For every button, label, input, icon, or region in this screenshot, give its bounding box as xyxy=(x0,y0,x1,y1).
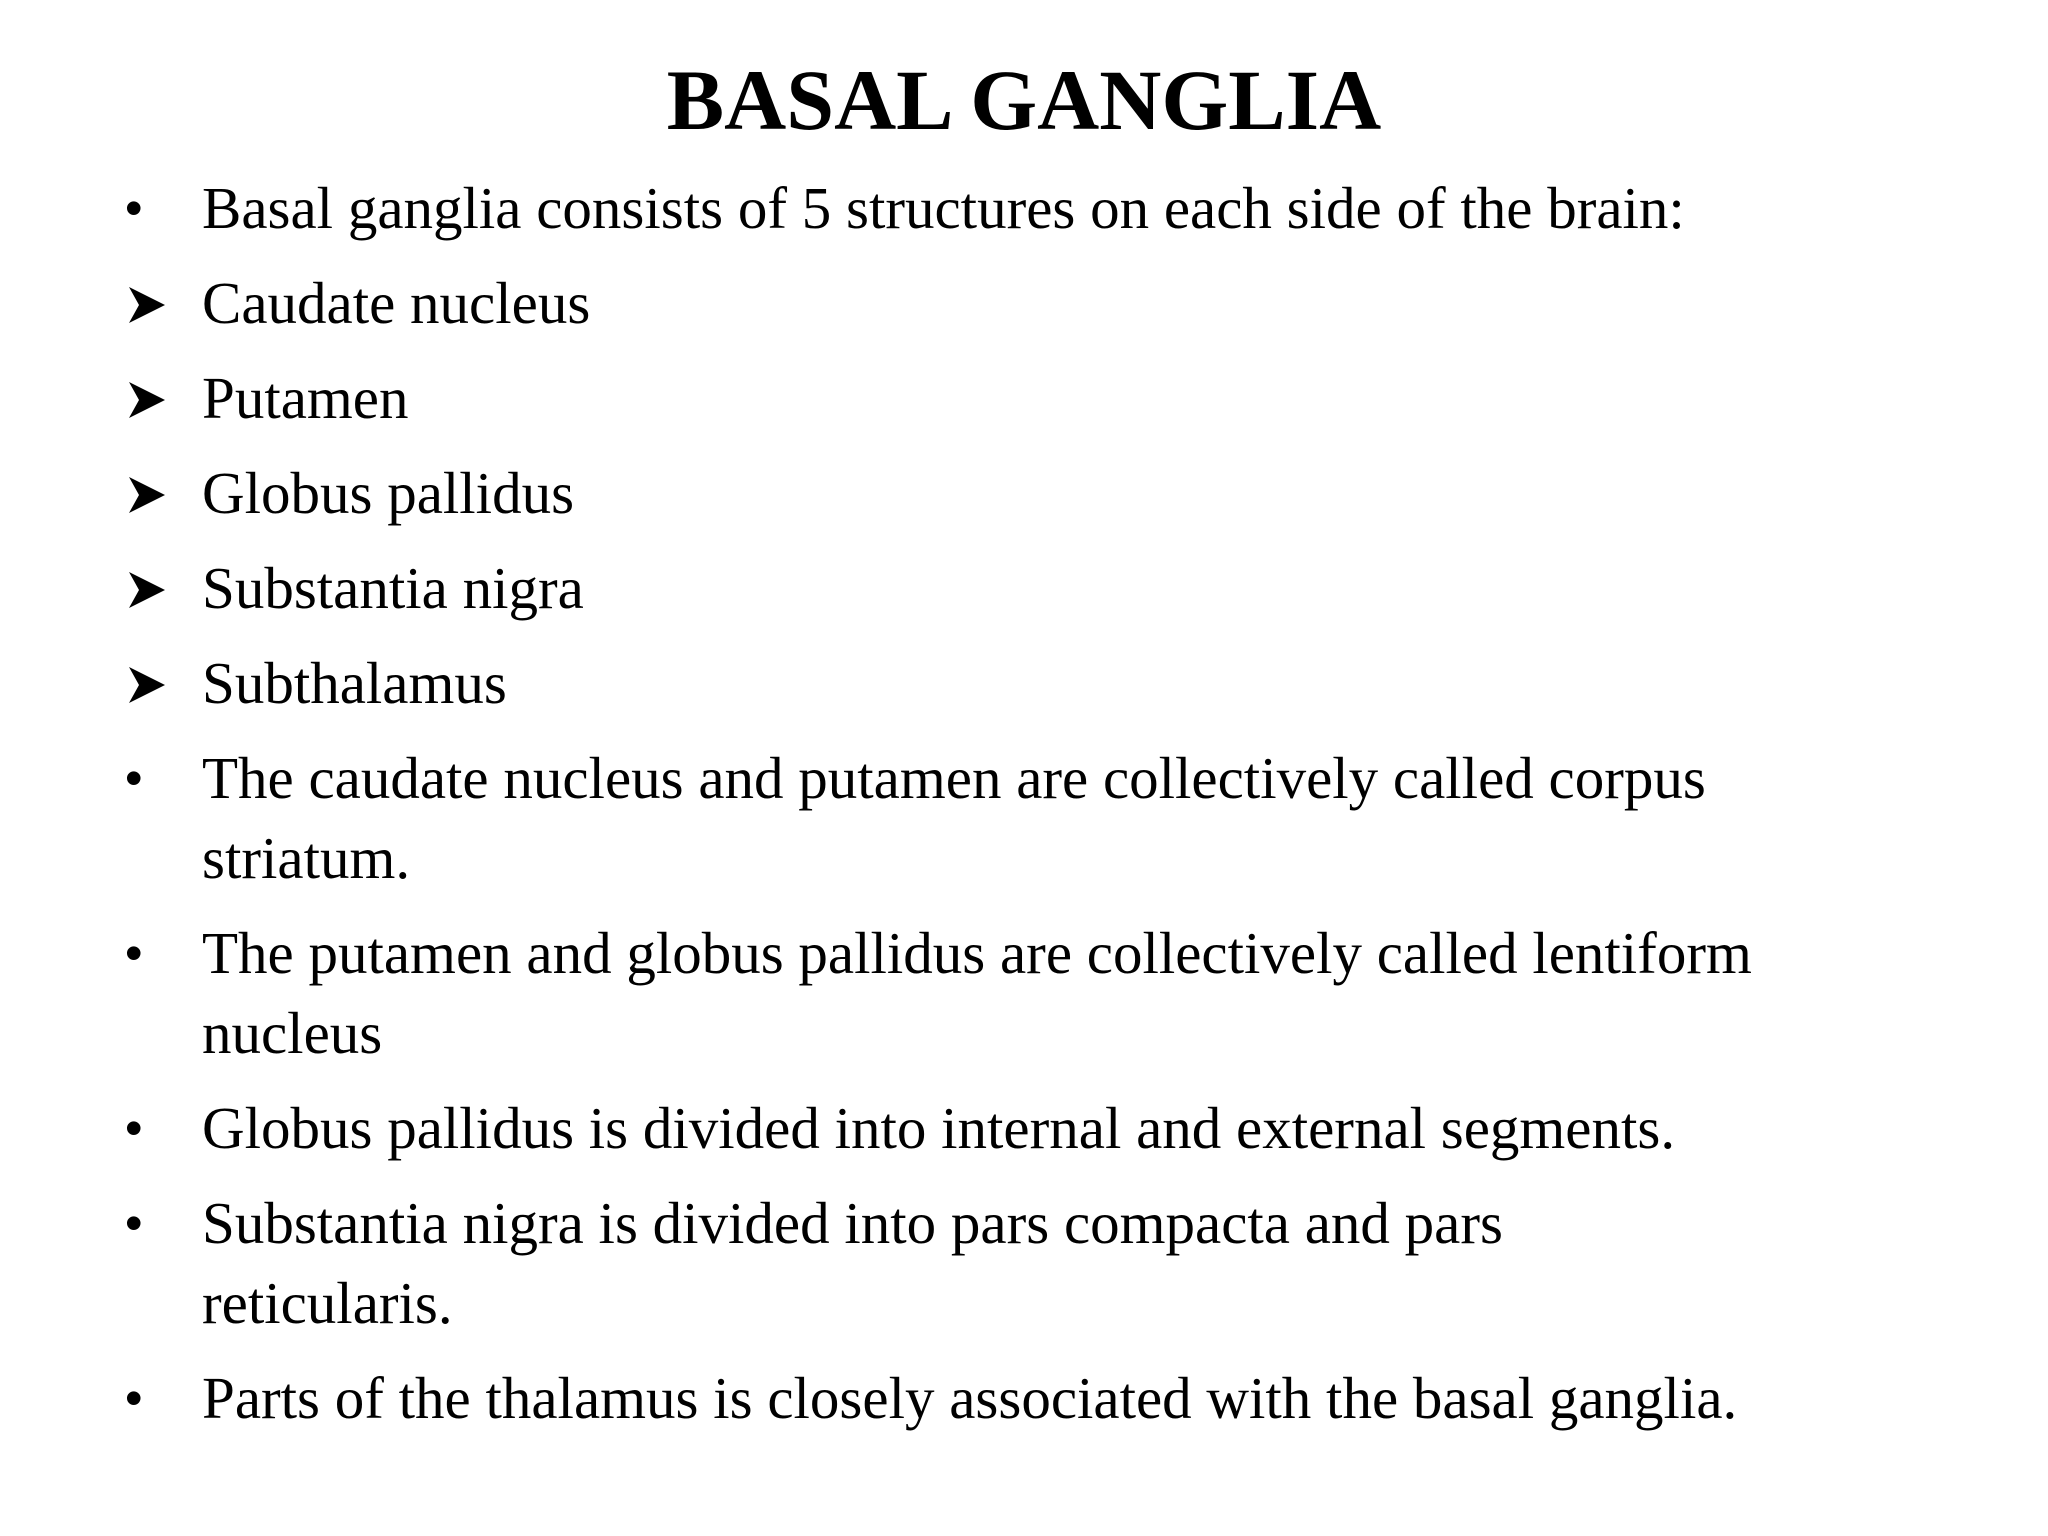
list-item-text: Globus pallidus is divided into internal and external segments. xyxy=(202,1095,1676,1161)
list-item-text: Globus pallidus xyxy=(202,460,575,526)
list-item-text: reticularis. xyxy=(202,1270,453,1336)
list-item-text: Subthalamus xyxy=(202,650,507,716)
list-item-text: Parts of the thalamus is closely associated with the basal ganglia. xyxy=(202,1365,1738,1431)
list-item-text: striatum. xyxy=(202,825,411,891)
arrow-bullet-icon xyxy=(125,647,185,727)
arrow-bullet-icon xyxy=(125,552,185,632)
list-item-text: The putamen and globus pallidus are collectively called lentiform xyxy=(202,920,1752,986)
arrow-bullet-icon xyxy=(125,267,185,347)
list-item-text: Putamen xyxy=(202,365,409,431)
bullet-icon: • xyxy=(125,1100,143,1156)
bullet-icon: • xyxy=(125,925,143,981)
arrow-bullet-icon xyxy=(125,457,185,537)
list-item-text: nucleus xyxy=(202,1000,383,1066)
list-item-text: Substantia nigra xyxy=(202,555,584,621)
list-item-text: The caudate nucleus and putamen are collectively called corpus xyxy=(202,745,1706,811)
bullet-icon: • xyxy=(125,180,143,236)
bullet-icon: • xyxy=(125,1195,143,1251)
arrow-bullet-icon xyxy=(125,362,185,442)
list-item-text: Substantia nigra is divided into pars compacta and pars xyxy=(202,1190,1503,1256)
slide-title: BASAL GANGLIA xyxy=(666,52,1382,148)
bullet-icon: • xyxy=(125,1370,143,1426)
list-item-text: Basal ganglia consists of 5 structures on each side of the brain: xyxy=(202,175,1685,241)
bullet-icon: • xyxy=(125,750,143,806)
list-item-text: Caudate nucleus xyxy=(202,270,591,336)
